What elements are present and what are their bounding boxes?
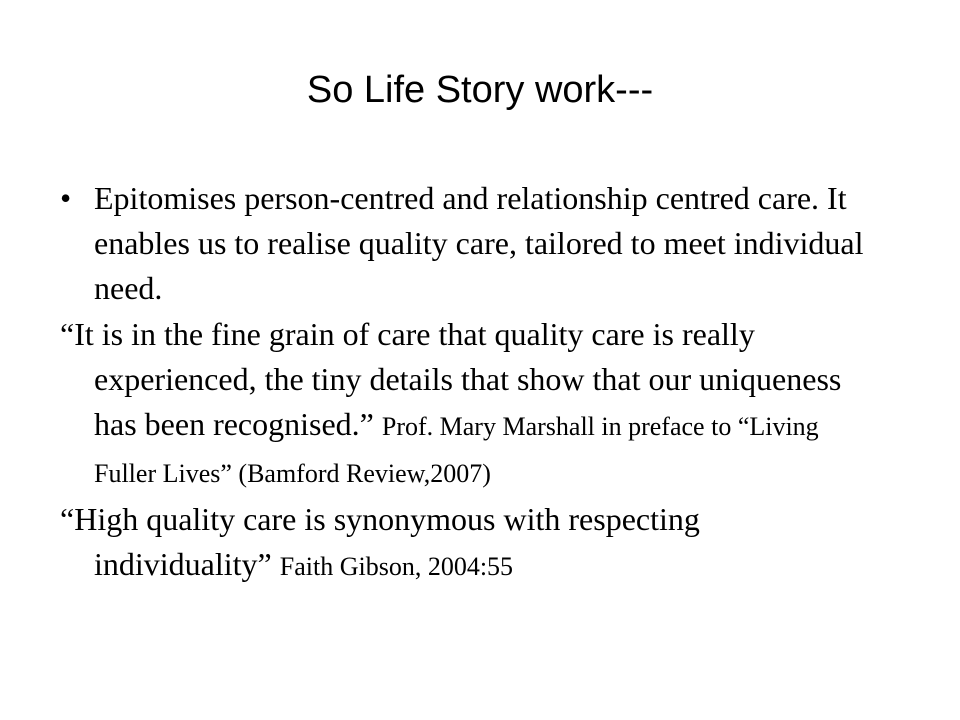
quote-marshall <box>60 312 880 496</box>
quote-gibson-citation: Faith Gibson, 2004:55 <box>279 552 514 581</box>
bullet-point <box>60 176 880 311</box>
slide-title: So Life Story work--- <box>306 69 654 111</box>
quote-gibson-text: “High quality care is synonymous with respecting individuality” <box>60 501 700 582</box>
slide-body <box>60 176 880 589</box>
quote-marshall-text: “It is in the fine grain of care that quality care is really experienced, the tiny details that show that our uniqueness has been recognised.” <box>60 316 842 442</box>
bullet-text: Epitomises person-centred and relationship centred care. It enables us to realise quality care, tailored to meet individual need. <box>94 180 864 306</box>
quote-marshall-citation: Prof. Mary Marshall in preface to “Living Fuller Lives” (Bamford Review,2007) <box>94 412 819 488</box>
quote-gibson <box>60 497 880 589</box>
bullet-glyph: • <box>60 180 72 216</box>
